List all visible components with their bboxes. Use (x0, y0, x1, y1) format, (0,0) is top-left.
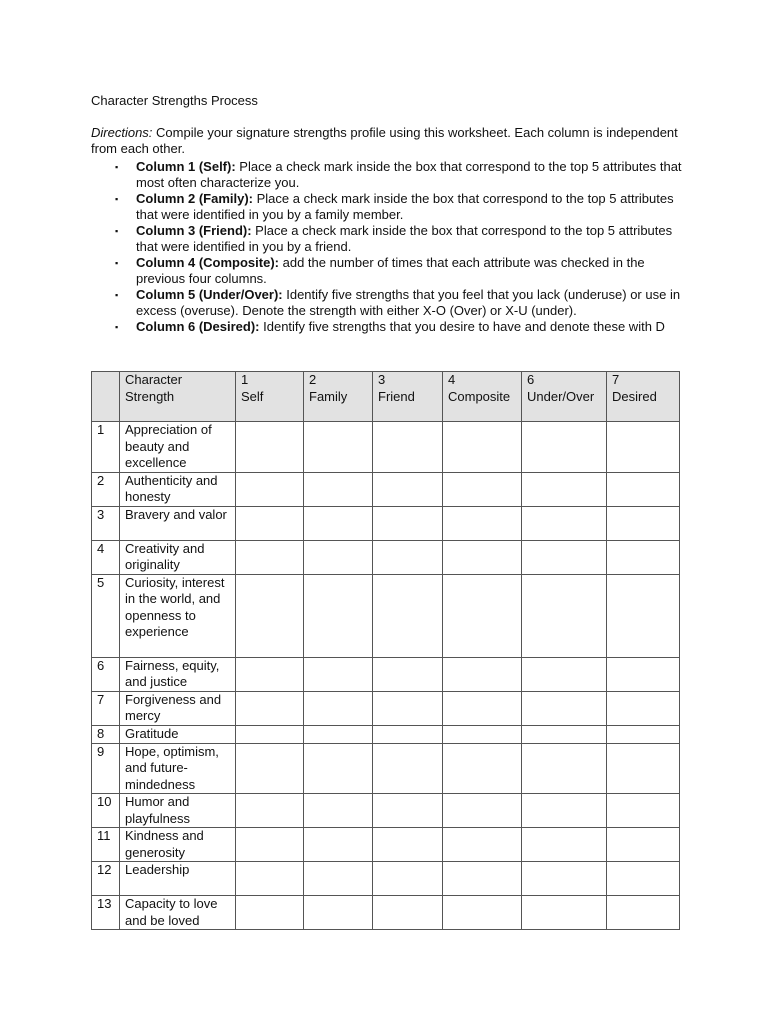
friend-cell[interactable] (373, 657, 443, 691)
bullet-icon: ▪ (115, 258, 119, 268)
instruction-text: Identify five strengths that you desire to have and denote these with D (259, 319, 665, 334)
under-over-cell[interactable] (522, 743, 607, 794)
friend-cell[interactable] (373, 794, 443, 828)
table-row (92, 574, 680, 657)
family-cell[interactable] (304, 828, 373, 862)
table-header-row (92, 372, 680, 422)
row-number: 3 (92, 506, 120, 540)
self-cell[interactable] (236, 540, 304, 574)
desired-cell[interactable] (607, 657, 680, 691)
family-cell[interactable] (304, 506, 373, 540)
header-number: 2 (309, 372, 317, 387)
under-over-cell[interactable] (522, 794, 607, 828)
table-row (92, 743, 680, 794)
self-cell[interactable] (236, 743, 304, 794)
header-cell-desired (607, 372, 680, 422)
header-cell-composite (443, 372, 522, 422)
strength-name: Curiosity, interest in the world, and openness to experience (120, 574, 236, 657)
bullet-icon: ▪ (115, 322, 119, 332)
instruction-label: Column 6 (Desired): (136, 319, 260, 334)
table-row (92, 506, 680, 540)
family-cell[interactable] (304, 472, 373, 506)
bullet-icon: ▪ (115, 226, 119, 236)
self-cell[interactable] (236, 574, 304, 657)
under-over-cell[interactable] (522, 506, 607, 540)
bullet-icon: ▪ (115, 290, 119, 300)
composite-cell[interactable] (443, 540, 522, 574)
header-number: 7 (612, 372, 620, 387)
strength-name: Humor and playfulness (120, 794, 236, 828)
desired-cell[interactable] (607, 691, 680, 725)
family-cell[interactable] (304, 794, 373, 828)
header-label: Friend (378, 388, 415, 404)
strength-name: Bravery and valor (120, 506, 236, 540)
header-label: Composite (448, 388, 511, 404)
self-cell[interactable] (236, 896, 304, 930)
header-cell-strength (120, 372, 236, 422)
directions-text: Compile your signature strengths profile using this worksheet. Each column is independent from each other. (91, 125, 678, 156)
desired-cell[interactable] (607, 896, 680, 930)
friend-cell[interactable] (373, 828, 443, 862)
family-cell[interactable] (304, 657, 373, 691)
row-number: 6 (92, 657, 120, 691)
composite-cell[interactable] (443, 574, 522, 657)
table-row (92, 862, 680, 896)
friend-cell[interactable] (373, 422, 443, 473)
header-number: 4 (448, 372, 456, 387)
column-instructions-list (91, 159, 691, 335)
composite-cell[interactable] (443, 794, 522, 828)
desired-cell[interactable] (607, 828, 680, 862)
header-number: 1 (241, 372, 249, 387)
under-over-cell[interactable] (522, 862, 607, 896)
table-row (92, 691, 680, 725)
instruction-item (91, 319, 691, 335)
table-row (92, 540, 680, 574)
header-label: Desired (612, 388, 657, 404)
under-over-cell[interactable] (522, 828, 607, 862)
strength-name: Hope, optimism, and future-mindedness (120, 743, 236, 794)
document-title: Character Strengths Process (91, 93, 258, 108)
composite-cell[interactable] (443, 691, 522, 725)
friend-cell[interactable] (373, 472, 443, 506)
friend-cell[interactable] (373, 862, 443, 896)
instruction-item (91, 255, 691, 287)
self-cell[interactable] (236, 506, 304, 540)
header-cell-family (304, 372, 373, 422)
composite-cell[interactable] (443, 506, 522, 540)
under-over-cell[interactable] (522, 896, 607, 930)
friend-cell[interactable] (373, 574, 443, 657)
desired-cell[interactable] (607, 540, 680, 574)
desired-cell[interactable] (607, 743, 680, 794)
under-over-cell[interactable] (522, 725, 607, 743)
self-cell[interactable] (236, 472, 304, 506)
row-number: 2 (92, 472, 120, 506)
family-cell[interactable] (304, 540, 373, 574)
desired-cell[interactable] (607, 422, 680, 473)
composite-cell[interactable] (443, 422, 522, 473)
row-number: 11 (92, 828, 120, 862)
under-over-cell[interactable] (522, 472, 607, 506)
table-row (92, 657, 680, 691)
family-cell[interactable] (304, 691, 373, 725)
family-cell[interactable] (304, 422, 373, 473)
row-number: 7 (92, 691, 120, 725)
composite-cell[interactable] (443, 896, 522, 930)
desired-cell[interactable] (607, 472, 680, 506)
strengths-table (91, 371, 680, 930)
under-over-cell[interactable] (522, 657, 607, 691)
self-cell[interactable] (236, 691, 304, 725)
header-cell-number (92, 372, 120, 422)
family-cell[interactable] (304, 862, 373, 896)
desired-cell[interactable] (607, 794, 680, 828)
self-cell[interactable] (236, 725, 304, 743)
header-cell-friend (373, 372, 443, 422)
row-number: 4 (92, 540, 120, 574)
composite-cell[interactable] (443, 862, 522, 896)
instruction-text: Place a check mark inside the box that correspond to the top 5 attributes that most often characterize you. (136, 159, 682, 190)
directions-paragraph (91, 125, 681, 157)
table-row (92, 794, 680, 828)
row-number: 5 (92, 574, 120, 657)
desired-cell[interactable] (607, 725, 680, 743)
header-cell-under-over (522, 372, 607, 422)
header-cell-self (236, 372, 304, 422)
strength-name: Appreciation of beauty and excellence (120, 422, 236, 473)
self-cell[interactable] (236, 657, 304, 691)
header-number: 3 (378, 372, 386, 387)
row-number: 10 (92, 794, 120, 828)
row-number: 8 (92, 725, 120, 743)
composite-cell[interactable] (443, 828, 522, 862)
friend-cell[interactable] (373, 540, 443, 574)
header-label: Self (241, 388, 264, 404)
strength-name: Forgiveness and mercy (120, 691, 236, 725)
table-row (92, 725, 680, 743)
strength-name: Authenticity and honesty (120, 472, 236, 506)
strength-name: Capacity to love and be loved (120, 896, 236, 930)
header-label: Family (309, 388, 348, 404)
table-row (92, 896, 680, 930)
friend-cell[interactable] (373, 896, 443, 930)
header-number: 6 (527, 372, 535, 387)
instruction-text: Place a check mark inside the box that correspond to the top 5 attributes that were identified in you by a friend. (136, 223, 673, 254)
instruction-text: Identify five strengths that you feel that you lack (underuse) or use in excess (overuse). Denote the strength with either X-O (Over) or X-U (under). (136, 287, 681, 318)
instruction-label: Column 5 (Under/Over): (136, 287, 283, 302)
bullet-icon: ▪ (115, 194, 119, 204)
self-cell[interactable] (236, 422, 304, 473)
under-over-cell[interactable] (522, 422, 607, 473)
instruction-item (91, 159, 691, 191)
strength-name: Leadership (120, 862, 236, 896)
composite-cell[interactable] (443, 657, 522, 691)
friend-cell[interactable] (373, 743, 443, 794)
instruction-label: Column 1 (Self): (136, 159, 236, 174)
family-cell[interactable] (304, 743, 373, 794)
row-number: 13 (92, 896, 120, 930)
instruction-label: Column 4 (Composite): (136, 255, 279, 270)
directions-label: Directions: (91, 125, 153, 140)
family-cell[interactable] (304, 725, 373, 743)
table-row (92, 422, 680, 473)
strength-name: Kindness and generosity (120, 828, 236, 862)
strength-name: Creativity and originality (120, 540, 236, 574)
self-cell[interactable] (236, 794, 304, 828)
instruction-label: Column 3 (Friend): (136, 223, 252, 238)
header-label: Character Strength (125, 372, 183, 404)
friend-cell[interactable] (373, 506, 443, 540)
under-over-cell[interactable] (522, 540, 607, 574)
instruction-label: Column 2 (Family): (136, 191, 254, 206)
composite-cell[interactable] (443, 743, 522, 794)
bullet-icon: ▪ (115, 162, 119, 172)
under-over-cell[interactable] (522, 691, 607, 725)
table-row (92, 828, 680, 862)
family-cell[interactable] (304, 896, 373, 930)
friend-cell[interactable] (373, 691, 443, 725)
instruction-item (91, 223, 691, 255)
table-row (92, 472, 680, 506)
instruction-item (91, 287, 691, 319)
desired-cell[interactable] (607, 506, 680, 540)
instruction-item (91, 191, 691, 223)
row-number: 12 (92, 862, 120, 896)
row-number: 1 (92, 422, 120, 473)
strength-name: Gratitude (120, 725, 236, 743)
composite-cell[interactable] (443, 472, 522, 506)
header-label: Under/Over (527, 388, 595, 404)
self-cell[interactable] (236, 828, 304, 862)
desired-cell[interactable] (607, 862, 680, 896)
strength-name: Fairness, equity, and justice (120, 657, 236, 691)
composite-cell[interactable] (443, 725, 522, 743)
instruction-text: add the number of times that each attribute was checked in the previous four columns. (136, 255, 645, 286)
friend-cell[interactable] (373, 725, 443, 743)
family-cell[interactable] (304, 574, 373, 657)
under-over-cell[interactable] (522, 574, 607, 657)
row-number: 9 (92, 743, 120, 794)
instruction-text: Place a check mark inside the box that correspond to the top 5 attributes that were identified in you by a family member. (136, 191, 674, 222)
desired-cell[interactable] (607, 574, 680, 657)
self-cell[interactable] (236, 862, 304, 896)
